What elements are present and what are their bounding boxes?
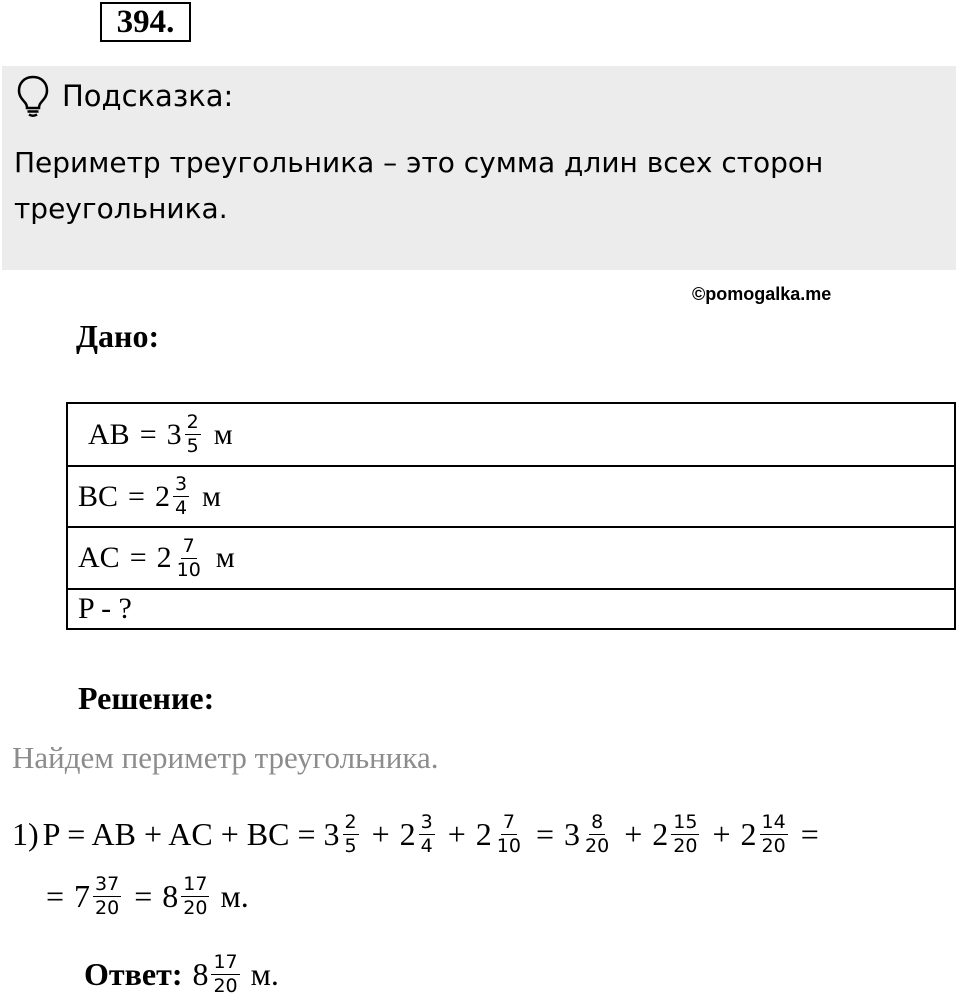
plus-sign: + bbox=[371, 815, 390, 852]
given-eq: = bbox=[139, 417, 157, 451]
fraction bbox=[93, 874, 121, 919]
given-eq: = bbox=[129, 541, 147, 574]
given-lhs: AB bbox=[88, 417, 130, 451]
solution-heading: Решение: bbox=[78, 680, 215, 716]
fraction-denominator: 20 bbox=[585, 834, 610, 857]
fraction-numerator: 15 bbox=[673, 810, 698, 833]
step-label: 1) bbox=[12, 815, 39, 852]
given-eq: = bbox=[128, 479, 145, 513]
given-row bbox=[67, 403, 955, 466]
fraction-numerator: 17 bbox=[213, 950, 238, 973]
fraction bbox=[419, 812, 435, 857]
given-heading: Дано: bbox=[76, 318, 160, 354]
plus-sign: + bbox=[712, 815, 731, 852]
solution-line-1 bbox=[12, 800, 829, 868]
plus-sign: + bbox=[624, 815, 643, 852]
solution-intro: Найдем периметр треугольника. bbox=[12, 740, 439, 775]
equals-sign: = bbox=[800, 815, 819, 852]
mixed-whole: 8 bbox=[192, 955, 209, 992]
unit: м. bbox=[250, 955, 279, 992]
hint-text: Периметр треугольника – это сумма длин всех сторон треугольника. bbox=[14, 146, 824, 225]
fraction-numerator: 2 bbox=[344, 810, 357, 833]
fraction bbox=[495, 812, 523, 857]
fraction-denominator: 20 bbox=[213, 974, 238, 997]
fraction-numerator: 8 bbox=[591, 810, 604, 833]
given-cell bbox=[67, 403, 955, 466]
fraction-denominator: 20 bbox=[761, 834, 786, 857]
given-row bbox=[67, 589, 955, 629]
fraction bbox=[181, 874, 209, 919]
hint-box bbox=[2, 66, 956, 270]
given-row bbox=[67, 466, 955, 527]
fraction bbox=[343, 812, 359, 857]
mixed-whole: 2 bbox=[740, 815, 757, 852]
fraction bbox=[185, 412, 201, 457]
fraction-numerator: 3 bbox=[420, 810, 433, 833]
fraction bbox=[211, 952, 239, 997]
problem-number: 394. bbox=[100, 2, 191, 42]
fraction-denominator: 5 bbox=[344, 834, 357, 857]
fraction-denominator: 4 bbox=[174, 497, 188, 519]
fraction bbox=[760, 812, 788, 857]
unit: м bbox=[213, 417, 233, 451]
mixed-whole: 8 bbox=[162, 877, 179, 914]
fraction-numerator: 7 bbox=[502, 810, 515, 833]
lightbulb-icon bbox=[16, 74, 50, 118]
fraction bbox=[175, 536, 203, 581]
fraction-numerator: 17 bbox=[183, 872, 208, 895]
fraction-numerator: 37 bbox=[95, 872, 120, 895]
fraction-denominator: 10 bbox=[176, 558, 201, 581]
given-lhs: BC bbox=[78, 479, 119, 513]
equals-sign: = bbox=[46, 877, 65, 914]
given-cell bbox=[67, 527, 955, 589]
given-lhs: AC bbox=[78, 541, 120, 574]
mixed-whole: 3 bbox=[564, 815, 581, 852]
mixed-whole: 3 bbox=[323, 815, 340, 852]
fraction bbox=[173, 474, 189, 519]
mixed-whole: 2 bbox=[652, 815, 669, 852]
fraction-denominator: 5 bbox=[186, 435, 199, 457]
unit: м bbox=[215, 541, 235, 574]
fraction-numerator: 7 bbox=[182, 534, 195, 557]
fraction bbox=[583, 812, 611, 857]
answer-label: Ответ: bbox=[84, 955, 183, 992]
fraction-denominator: 20 bbox=[183, 896, 208, 919]
solution-line-2 bbox=[46, 862, 249, 930]
given-table bbox=[66, 402, 956, 630]
fraction-denominator: 20 bbox=[673, 834, 698, 857]
mixed-whole: 2 bbox=[154, 479, 170, 513]
equals-sign: = bbox=[134, 877, 153, 914]
fraction bbox=[671, 812, 699, 857]
plus-sign: + bbox=[447, 815, 466, 852]
mixed-whole: 3 bbox=[166, 417, 182, 451]
answer-line bbox=[84, 940, 279, 1008]
equals-sign: = bbox=[535, 815, 555, 852]
fraction-numerator: 14 bbox=[761, 810, 786, 833]
unit: м bbox=[202, 479, 222, 513]
mixed-whole: 2 bbox=[399, 815, 416, 852]
fraction-denominator: 20 bbox=[95, 896, 120, 919]
hint-title: Подсказка: bbox=[62, 79, 234, 113]
fraction-denominator: 10 bbox=[496, 834, 521, 857]
fraction-numerator: 2 bbox=[186, 411, 199, 433]
mixed-whole: 2 bbox=[156, 541, 172, 574]
unit: м. bbox=[220, 877, 249, 914]
given-cell bbox=[67, 466, 955, 527]
copyright-watermark: ©pomogalka.me bbox=[692, 284, 832, 304]
mixed-whole: 7 bbox=[74, 877, 91, 914]
fraction-numerator: 3 bbox=[174, 473, 188, 495]
fraction-denominator: 4 bbox=[420, 834, 433, 857]
given-row bbox=[67, 527, 955, 589]
mixed-whole: 2 bbox=[475, 815, 492, 852]
step-formula: P = AB + AC + BC = bbox=[42, 815, 316, 852]
given-cell: P - ? bbox=[67, 589, 955, 629]
